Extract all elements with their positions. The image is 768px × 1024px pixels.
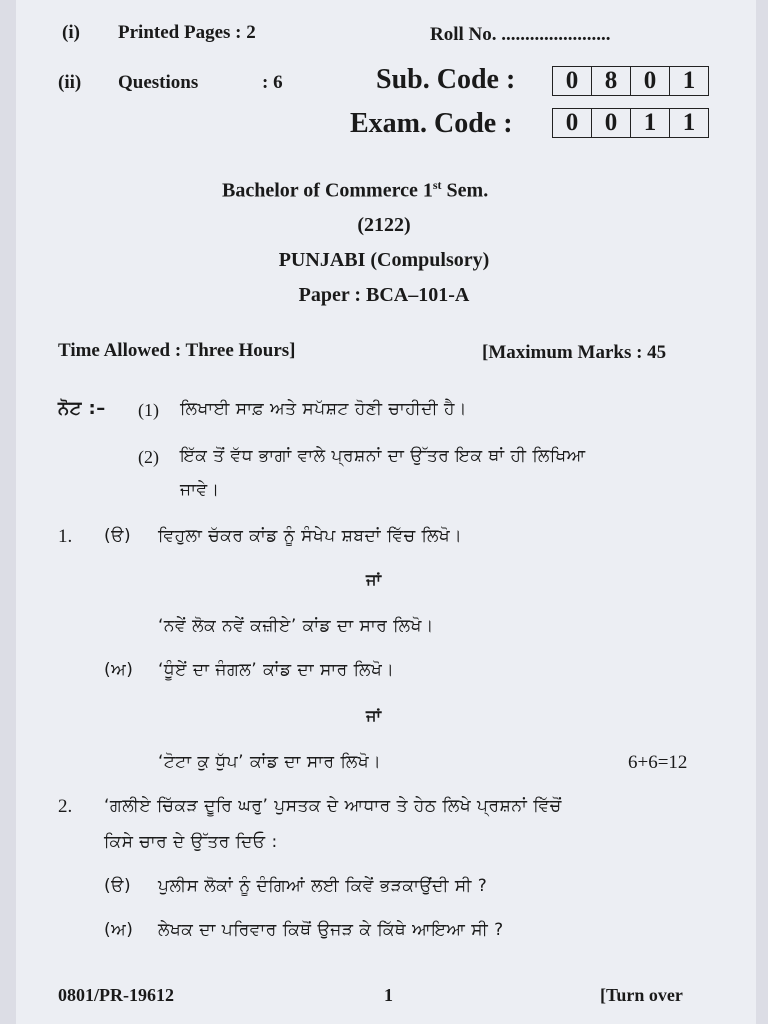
note-2-number: (2) [138, 447, 159, 467]
subject-title: PUNJABI (Compulsory) [278, 249, 490, 271]
exam-code-digit: 0 [592, 109, 631, 137]
exam-page [16, 0, 756, 1024]
question-2a-text: ਪੁਲੀਸ ਲੋਕਾਂ ਨੂੰ ਦੰਗਿਆਂ ਲਈ ਕਿਵੇਂ ਭੜਕਾਉਂਦੀ ਸੀ ? [158, 876, 488, 896]
note-1-number: (1) [138, 400, 159, 420]
note-label: ਨੋਟ :– [58, 398, 106, 419]
question-1-or-1: ਜਾਂ [366, 570, 382, 589]
course-title: Bachelor of Commerce 1st Sem. [222, 178, 489, 202]
question-1-number: 1. [58, 526, 73, 547]
question-1b-alternative: ‘ਟੋਟਾ ਕੁ ਧੁੱਪ’ ਕਾਂਡ ਦਾ ਸਾਰ ਲਿਖੋ। [158, 752, 382, 772]
question-2-text-line1: ‘ਗਲੀਏ ਚਿੱਕੜ ਦੂਰਿ ਘਰੁ’ ਪੁਸਤਕ ਦੇ ਆਧਾਰ ਤੇ ਹੇਠ ਲਿਖੇ ਪ੍ਰਸ਼ਨਾਂ ਵਿੱਚੋਂ [104, 796, 562, 816]
question-2-number: 2. [58, 796, 73, 817]
question-2b-label: (ਅ) [104, 920, 134, 940]
exam-code-label: Exam. Code : [350, 108, 513, 139]
sub-code-digit: 8 [592, 67, 631, 95]
sub-code-boxes [552, 66, 709, 96]
roll-no: Roll No. ....................... [430, 24, 611, 45]
footer-page-number: 1 [384, 985, 393, 1005]
question-1a-text: ਵਿਹੁਲਾ ਚੱਕਰ ਕਾਂਡ ਨੂੰ ਸੰਖੇਪ ਸ਼ਬਦਾਂ ਵਿੱਚ ਲਿਖੋ। [158, 526, 463, 546]
sub-code-digit: 1 [682, 67, 696, 94]
question-2-text-line2: ਕਿਸੇ ਚਾਰ ਦੇ ਉੱਤਰ ਦਿਓ : [104, 832, 278, 852]
exam-code-digit: 1 [682, 109, 696, 136]
footer-paper-code: 0801/PR-19612 [58, 985, 174, 1005]
footer-turn-over: [Turn over [600, 985, 683, 1005]
note-1-text: ਲਿਖਾਈ ਸਾਫ਼ ਅਤੇ ਸਪੱਸ਼ਟ ਹੋਣੀ ਚਾਹੀਦੀ ਹੈ। [180, 399, 467, 419]
exam-code-digit: 1 [631, 109, 670, 137]
exam-code-digit: 0 [553, 109, 592, 137]
sub-code-label: Sub. Code : [376, 64, 516, 95]
time-allowed: Time Allowed : Three Hours] [58, 340, 296, 361]
item-ii-label: (ii) [58, 72, 82, 93]
question-1-or-2: ਜਾਂ [366, 706, 382, 725]
note-2-text-line1: ਇੱਕ ਤੋਂ ਵੱਧ ਭਾਗਾਂ ਵਾਲੇ ਪ੍ਰਸ਼ਨਾਂ ਦਾ ਉੱਤਰ ਇਕ ਥਾਂ ਹੀ ਲਿਖਿਆ [180, 446, 586, 466]
paper-year: (2122) [357, 214, 411, 236]
questions-label: Questions [118, 72, 199, 93]
question-1b-text: ‘ਧੂੰਏਂ ਦਾ ਜੰਗਲ’ ਕਾਂਡ ਦਾ ਸਾਰ ਲਿਖੋ। [158, 660, 395, 680]
exam-code-boxes [552, 108, 709, 138]
question-1b-label: (ਅ) [104, 660, 134, 680]
paper-code: Paper : BCA–101-A [298, 284, 470, 306]
printed-pages: Printed Pages : 2 [118, 22, 256, 43]
questions-value: : 6 [262, 72, 283, 93]
note-2-text-line2: ਜਾਵੇ। [180, 480, 220, 500]
sub-code-digit: 0 [553, 67, 592, 95]
question-2b-text: ਲੇਖਕ ਦਾ ਪਰਿਵਾਰ ਕਿਥੋਂ ਉਜੜ ਕੇ ਕਿੱਥੇ ਆਇਆ ਸੀ ? [158, 920, 504, 940]
question-1a-label: (ੳ) [104, 526, 132, 546]
question-1a-alternative: ‘ਨਵੇਂ ਲੋਕ ਨਵੇਂ ਕਜ਼ੀਏ’ ਕਾਂਡ ਦਾ ਸਾਰ ਲਿਖੋ। [158, 616, 434, 636]
item-i-label: (i) [62, 22, 80, 43]
question-1-marks: 6+6=12 [628, 752, 688, 773]
maximum-marks: [Maximum Marks : 45 [482, 342, 667, 363]
sub-code-digit: 0 [631, 67, 670, 95]
question-2a-label: (ੳ) [104, 876, 132, 896]
